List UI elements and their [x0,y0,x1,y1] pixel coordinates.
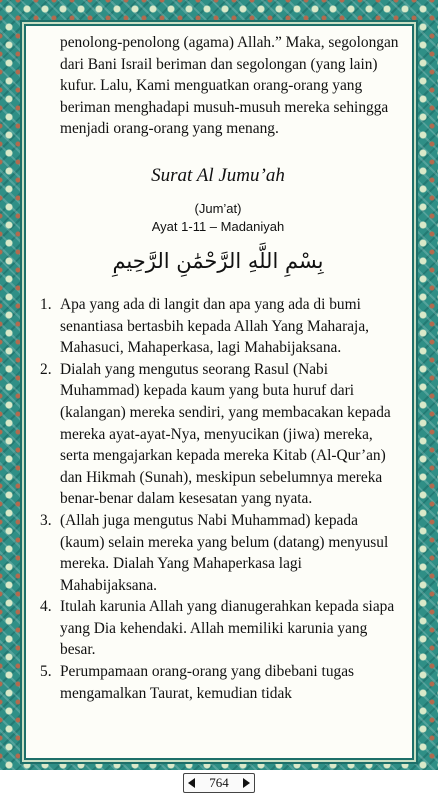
verse-text: Perumpamaan orang-orang yang dibebani tugas mengamalkan Taurat, kemudian tidak [60,663,355,702]
verse-item [36,661,400,704]
page-content [36,32,400,704]
page-navigator [183,773,255,793]
surah-translation: (Jum’at) [194,200,242,216]
verse-number: 2. [40,360,52,378]
verse-number: 5. [40,663,52,681]
arrow-left-icon[interactable] [188,778,195,788]
surah-meta: Ayat 1-11 – Madaniyah [151,218,285,234]
arrow-right-icon[interactable] [243,778,250,788]
basmala: بِسْمِ اللَّهِ الرَّحْمَٰنِ الرَّحِيمِ [112,248,324,273]
verse-text: Apa yang ada di langit dan apa yang ada di bumi senantiasa bertasbih kepada Allah Yang Maharaja, Mahasuci, Mahaperkasa, lagi Mahabijaksana. [60,295,369,357]
verse-text: Dialah yang mengutus seorang Rasul (Nabi Muhammad) kepada kaum yang buta huruf dari (kalangan) mereka sendiri, yang membacakan kepada mereka ayat-ayat-Nya, menyucikan (jiwa) mereka, serta mengajarkan kepada mereka Kitab (Al-Qur’an) dan Hikmah (Sunah), meskipun sebelumnya mereka benar-benar dalam kesesatan yang nyata. [60,360,391,508]
verse-number: 1. [40,295,52,313]
intro-paragraph: penolong-penolong (agama) Allah.” Maka, segolongan dari Bani Israil beriman dan segolongan (yang lain) kufur. Lalu, Kami menguatkan orang-orang yang beriman menghadapi musuh-musuh mereka sehingga menjadi orang-orang yang menang. [60,34,399,138]
verse-number: 4. [40,598,52,616]
page-number: 764 [209,775,229,790]
page-footer [0,770,438,800]
verse-text: (Allah juga mengutus Nabi Muhammad) kepada (kaum) selain mereka yang belum (datang) menyusul mereka. Dialah Yang Mahaperkasa lagi Mahabijaksana. [60,511,389,594]
verse-text: Itulah karunia Allah yang dianugerahkan kepada siapa yang Dia kehendaki. Allah memiliki karunia yang besar. [60,598,395,659]
surah-title: Surat Al Jumu’ah [151,164,285,186]
verse-list [36,294,400,704]
verse-item [36,596,400,661]
verse-item [36,294,400,359]
verse-item [36,510,400,596]
verse-item [36,359,400,510]
verse-number: 3. [40,511,52,529]
